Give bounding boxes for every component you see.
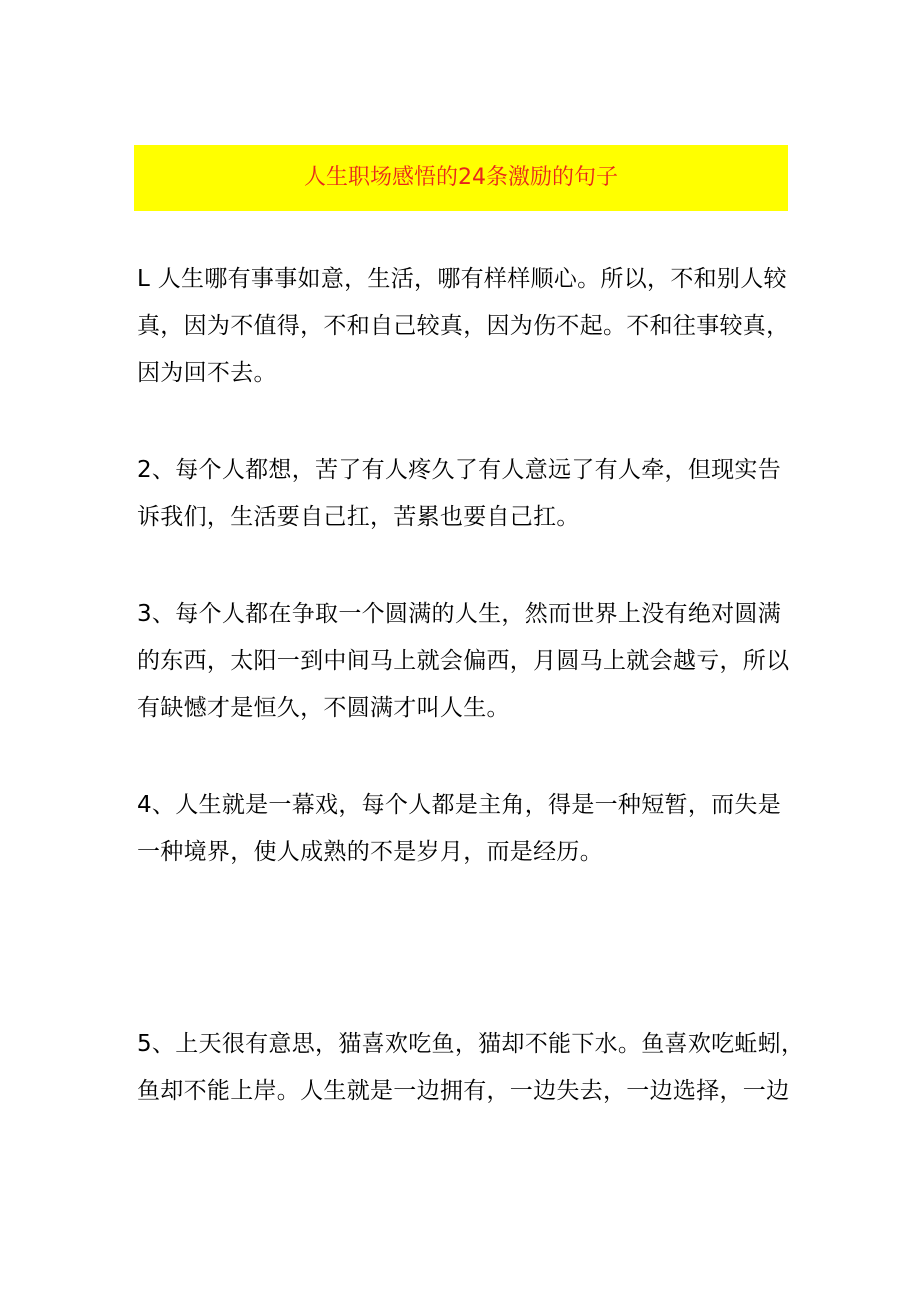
- paragraph-line: 的东西，太阳一到中间马上就会偏西，月圆马上就会越亏，所以: [137, 648, 790, 674]
- paragraph-line: 一种境界，使人成熟的不是岁月，而是经历。: [137, 839, 603, 865]
- paragraph-line: 4、人生就是一幕戏，每个人都是主角，得是一种短暂，而失是: [137, 792, 782, 818]
- paragraph-line: L 人生哪有事事如意，生活，哪有样样顺心。所以，不和别人较: [137, 266, 787, 292]
- document-title: 人生职场感悟的24条激励的句子: [304, 165, 618, 190]
- paragraph-1: [137, 256, 797, 397]
- paragraph-4: [137, 782, 797, 876]
- paragraph-line: 2、每个人都想，苦了有人疼久了有人意远了有人牵，但现实告: [137, 457, 782, 483]
- paragraph-line: 真，因为不值得，不和自己较真，因为伤不起。不和往事较真，: [137, 313, 790, 339]
- paragraph-5: [137, 1021, 805, 1115]
- paragraph-line: 5、上天很有意思，猫喜欢吃鱼，猫却不能下水。鱼喜欢吃蚯蚓，: [137, 1031, 805, 1057]
- paragraph-line: 诉我们，生活要自己扛，苦累也要自己扛。: [137, 504, 580, 530]
- paragraph-line: 因为回不去。: [137, 360, 277, 386]
- paragraph-2: [137, 447, 797, 541]
- paragraph-line: 3、每个人都在争取一个圆满的人生，然而世界上没有绝对圆满: [137, 601, 782, 627]
- paragraph-3: [137, 591, 797, 732]
- title-banner: [134, 145, 788, 211]
- paragraph-line: 有缺憾才是恒久，不圆满才叫人生。: [137, 695, 510, 721]
- paragraph-line: 鱼却不能上岸。人生就是一边拥有，一边失去，一边选择，一边: [137, 1078, 790, 1104]
